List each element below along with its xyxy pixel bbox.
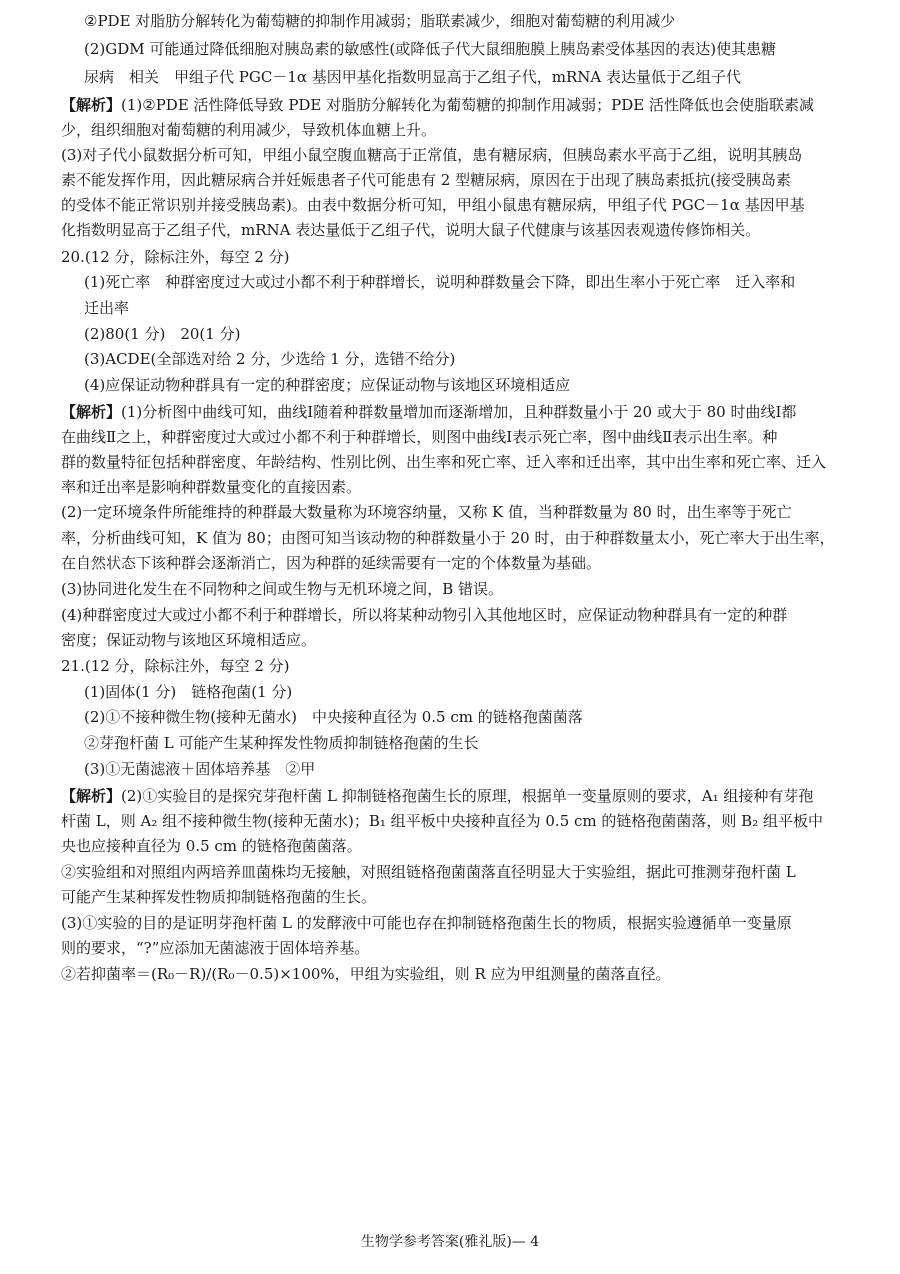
text-line: (3)ACDE(全部选对给 2 分，少选给 1 分，选错不给分)	[84, 350, 456, 368]
text-line: 可能产生某种挥发性物质抑制链格孢菌的生长。	[61, 888, 377, 906]
text-line: 在曲线Ⅱ之上，种群密度过大或过小都不利于种群增长，则图中曲线Ⅰ表示死亡率，图中曲线Ⅱ表示出生率。种	[61, 428, 778, 446]
text-line: 尿病 相关 甲组子代 PGC－1α 基因甲基化指数明显高于乙组子代，mRNA 表达量低于乙组子代	[84, 68, 742, 86]
text-line: ②实验组和对照组内两培养皿菌株均无接触，对照组链格孢菌菌落直径明显大于实验组，据此可推测芽孢杆菌 L	[61, 863, 796, 881]
analysis-label: 【解析】	[61, 403, 122, 421]
text-line: (2)80(1 分) 20(1 分)	[84, 325, 241, 343]
text-line: (3)协同进化发生在不同物种之间或生物与无机环境之间，B 错误。	[61, 580, 504, 598]
text-line: ②芽孢杆菌 L 可能产生某种挥发性物质抑制链格孢菌的生长	[84, 734, 479, 752]
text-line: 少，组织细胞对葡萄糖的利用减少，导致机体血糖上升。	[61, 121, 437, 139]
text-line: 央也应接种直径为 0.5 cm 的链格孢菌菌落。	[61, 837, 362, 855]
text-line: (2)①不接种微生物(接种无菌水) 中央接种直径为 0.5 cm 的链格孢菌菌落	[84, 708, 583, 726]
text-line: 率和迁出率是影响种群数量变化的直接因素。	[61, 478, 362, 496]
text-line: (1)固体(1 分) 链格孢菌(1 分)	[84, 683, 293, 701]
analysis-line: 【解析】(1)②PDE 活性降低导致 PDE 对脂肪分解转化为葡萄糖的抑制作用减弱；PDE 活性降低也会使脂联素减	[61, 96, 814, 114]
text-line: 的受体不能正常识别并接受胰岛素)。由表中数据分析可知，甲组小鼠患有糖尿病，甲组子代 PGC－1α 基因甲基	[61, 196, 805, 214]
text-line: 群的数量特征包括种群密度、年龄结构、性别比例、出生率和死亡率、迁入率和迁出率，其中出生率和死亡率、迁入	[61, 453, 827, 471]
text-line: (3)对子代小鼠数据分析可知，甲组小鼠空腹血糖高于正常值，患有糖尿病，但胰岛素水平高于乙组，说明其胰岛	[61, 146, 803, 164]
text-line: 在自然状态下该种群会逐渐消亡，因为种群的延续需要有一定的个体数量为基础。	[61, 554, 602, 572]
text-line: (4)应保证动物种群具有一定的种群密度；应保证动物与该地区环境相适应	[84, 376, 571, 394]
question-heading: 20.(12 分，除标注外，每空 2 分)	[61, 248, 290, 266]
page-footer: 生物学参考答案(雅礼版)— 4	[360, 1234, 540, 1250]
text-line: 迁出率	[84, 299, 130, 317]
text-line: 率，分析曲线可知，K 值为 80；由图可知当该动物的种群数量小于 20 时，由于种群数量太小，死亡率大于出生率，	[61, 529, 835, 547]
analysis-label: 【解析】	[61, 787, 122, 805]
analysis-line: 【解析】(2)①实验目的是探究芽孢杆菌 L 抑制链格孢菌生长的原理，根据单一变量原则的要求，A₁ 组接种有芽孢	[61, 787, 814, 805]
text-line: ②若抑菌率＝(R₀－R)/(R₀－0.5)×100%，甲组为实验组，则 R 应为甲组测量的菌落直径。	[61, 965, 671, 983]
text-line: (2)GDM 可能通过降低细胞对胰岛素的敏感性(或降低子代大鼠细胞膜上胰岛素受体基因的表达)使其患糖	[84, 40, 777, 58]
text-line: 则的要求，“?”应添加无菌滤液于固体培养基。	[61, 939, 370, 957]
text-line: (4)种群密度过大或过小都不利于种群增长，所以将某种动物引入其他地区时，应保证动物种群具有一定的种群	[61, 606, 788, 624]
text-line: 密度；保证动物与该地区环境相适应。	[61, 631, 317, 649]
text-line: 化指数明显高于乙组子代，mRNA 表达量低于乙组子代，说明大鼠子代健康与该基因表观遗传修饰相关。	[61, 221, 761, 239]
text-line: ②PDE 对脂肪分解转化为葡萄糖的抑制作用减弱；脂联素减少，细胞对葡萄糖的利用减少	[84, 12, 676, 30]
question-heading: 21.(12 分，除标注外，每空 2 分)	[61, 657, 290, 675]
analysis-line: 【解析】(1)分析图中曲线可知，曲线Ⅰ随着种群数量增加而逐渐增加，且种群数量小于 20 或大于 80 时曲线Ⅰ都	[61, 403, 797, 421]
text-line: (3)①无菌滤液＋固体培养基 ②甲	[84, 760, 316, 778]
analysis-label: 【解析】	[61, 96, 122, 114]
text-line: (3)①实验的目的是证明芽孢杆菌 L 的发酵液中可能也存在抑制链格孢菌生长的物质，根据实验遵循单一变量原	[61, 914, 792, 932]
text-line: (1)死亡率 种群密度过大或过小都不利于种群增长，说明种群数量会下降，即出生率小于死亡率 迁入率和	[84, 273, 796, 291]
text-line: 杆菌 L，则 A₂ 组不接种微生物(接种无菌水)；B₁ 组平板中央接种直径为 0.5 cm 的链格孢菌菌落，则 B₂ 组平板中	[61, 812, 823, 830]
text-line: 素不能发挥作用，因此糖尿病合并妊娠患者子代可能患有 2 型糖尿病，原因在于出现了胰岛素抵抗(接受胰岛素	[61, 171, 791, 189]
text-line: (2)一定环境条件所能维持的种群最大数量称为环境容纳量，又称 K 值，当种群数量为 80 时，出生率等于死亡	[61, 503, 792, 521]
